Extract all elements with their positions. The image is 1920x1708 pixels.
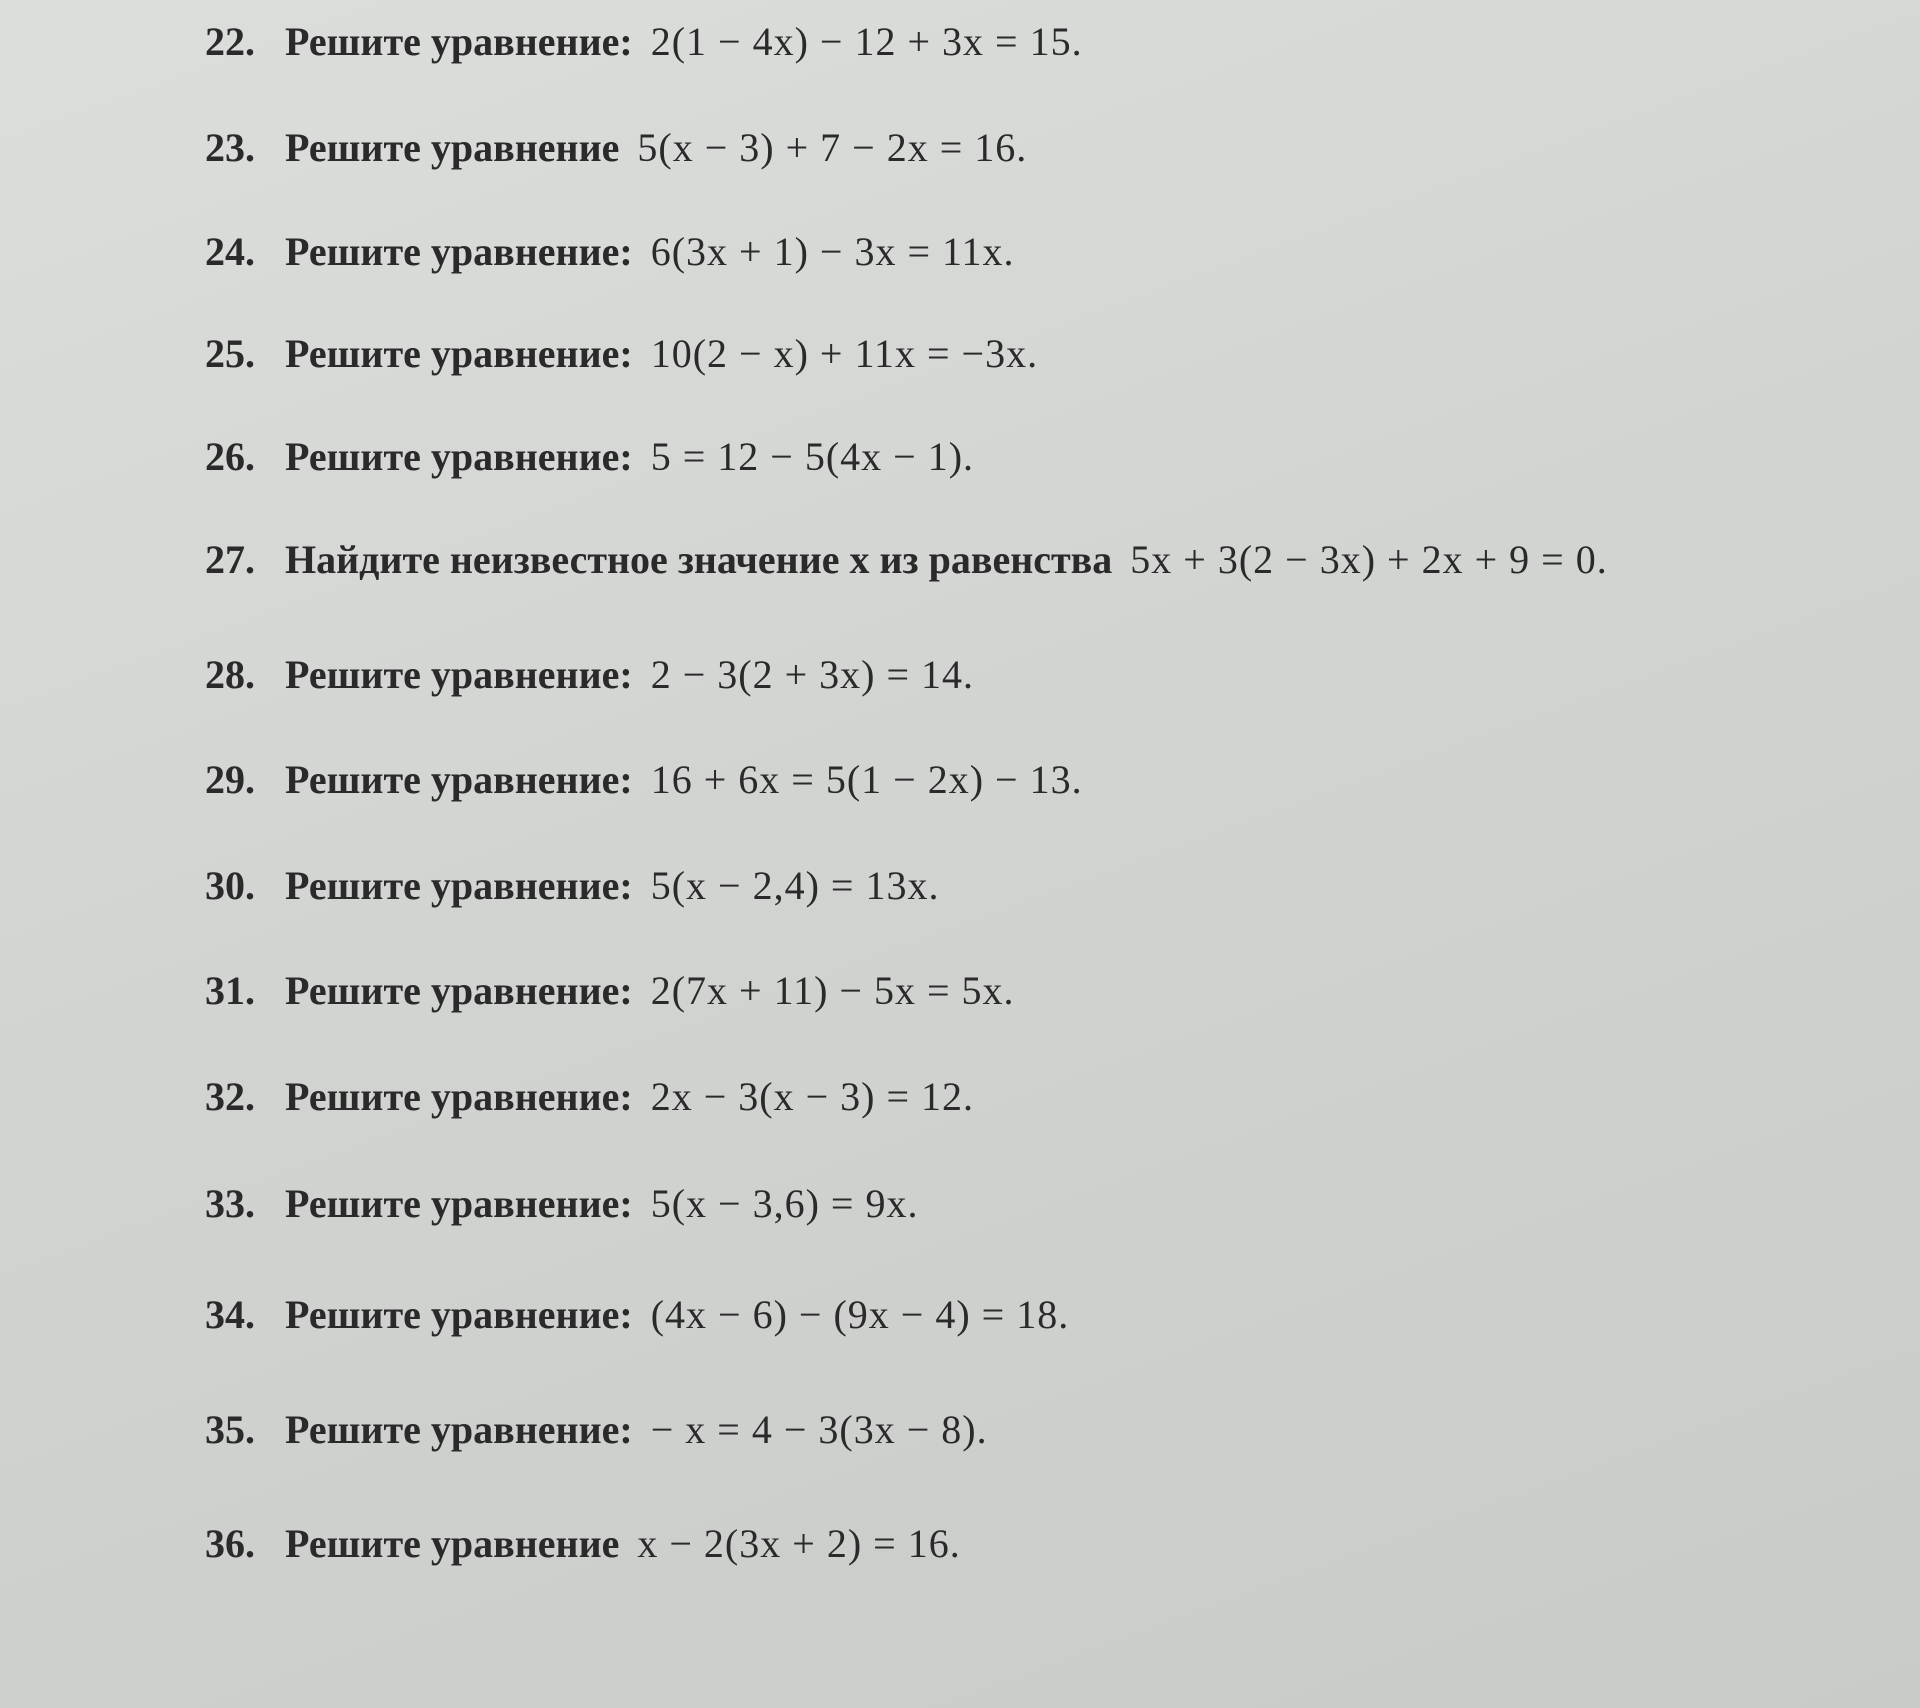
problem-equation: x − 2(3x + 2) = 16.	[637, 1521, 961, 1566]
problem-number: 29.	[205, 757, 255, 802]
problem-number: 31.	[205, 968, 255, 1013]
problem-27	[205, 536, 1608, 596]
problem-equation: (4x − 6) − (9x − 4) = 18.	[650, 1292, 1070, 1337]
problem-instruction: Решите уравнение:	[285, 1407, 633, 1452]
problem-34	[205, 1291, 1069, 1351]
problem-number: 33.	[205, 1181, 255, 1226]
problem-equation: 2 − 3(2 + 3x) = 14.	[650, 652, 975, 697]
problem-number: 36.	[205, 1521, 255, 1566]
problem-instruction: Решите уравнение:	[285, 1292, 633, 1337]
problem-equation: 2x − 3(x − 3) = 12.	[650, 1074, 975, 1119]
problem-equation: 5x + 3(2 − 3x) + 2x + 9 = 0.	[1130, 537, 1608, 582]
problem-number: 26.	[205, 434, 255, 479]
problem-number: 22.	[205, 19, 255, 64]
problem-instruction: Решите уравнение:	[285, 757, 633, 802]
problem-number: 34.	[205, 1292, 255, 1337]
problem-28	[205, 651, 974, 711]
problem-number: 28.	[205, 652, 255, 697]
problem-instruction: Решите уравнение	[285, 1521, 620, 1566]
problem-equation: 10(2 − x) + 11x = −3x.	[650, 331, 1039, 376]
problem-instruction: Решите уравнение:	[285, 229, 633, 274]
problem-instruction: Решите уравнение:	[285, 19, 633, 64]
problem-number: 35.	[205, 1407, 255, 1452]
problem-equation: 5(x − 3,6) = 9x.	[650, 1181, 919, 1226]
problem-26	[205, 433, 974, 493]
problem-equation: 5(x − 3) + 7 − 2x = 16.	[637, 125, 1028, 170]
problem-29	[205, 756, 1083, 816]
problem-equation: 16 + 6x = 5(1 − 2x) − 13.	[650, 757, 1083, 802]
problem-instruction: Решите уравнение:	[285, 331, 633, 376]
problem-24	[205, 228, 1015, 288]
problem-equation: 5 = 12 − 5(4x − 1).	[650, 434, 975, 479]
problem-equation: 2(7x + 11) − 5x = 5x.	[650, 968, 1015, 1013]
problem-number: 23.	[205, 125, 255, 170]
problem-instruction: Найдите неизвестное значение x из равенства	[285, 537, 1113, 582]
problem-32	[205, 1073, 974, 1133]
problem-number: 30.	[205, 863, 255, 908]
problem-25	[205, 330, 1038, 390]
problem-instruction: Решите уравнение:	[285, 863, 633, 908]
problem-23	[205, 124, 1027, 184]
problem-number: 24.	[205, 229, 255, 274]
problem-equation: − x = 4 − 3(3x − 8).	[650, 1407, 988, 1452]
problem-instruction: Решите уравнение:	[285, 1181, 633, 1226]
problem-equation: 6(3x + 1) − 3x = 11x.	[650, 229, 1015, 274]
problem-30	[205, 862, 939, 922]
problem-number: 25.	[205, 331, 255, 376]
problem-number: 32.	[205, 1074, 255, 1119]
problem-instruction: Решите уравнение:	[285, 652, 633, 697]
problem-equation: 5(x − 2,4) = 13x.	[650, 863, 940, 908]
problem-22	[205, 18, 1083, 78]
problem-instruction: Решите уравнение:	[285, 968, 633, 1013]
problem-36	[205, 1520, 961, 1580]
problem-35	[205, 1406, 988, 1466]
problem-instruction: Решите уравнение	[285, 125, 620, 170]
problem-instruction: Решите уравнение:	[285, 434, 633, 479]
problem-31	[205, 967, 1015, 1027]
problem-33	[205, 1180, 918, 1240]
problem-number: 27.	[205, 537, 255, 582]
problem-equation: 2(1 − 4x) − 12 + 3x = 15.	[650, 19, 1083, 64]
problem-instruction: Решите уравнение:	[285, 1074, 633, 1119]
